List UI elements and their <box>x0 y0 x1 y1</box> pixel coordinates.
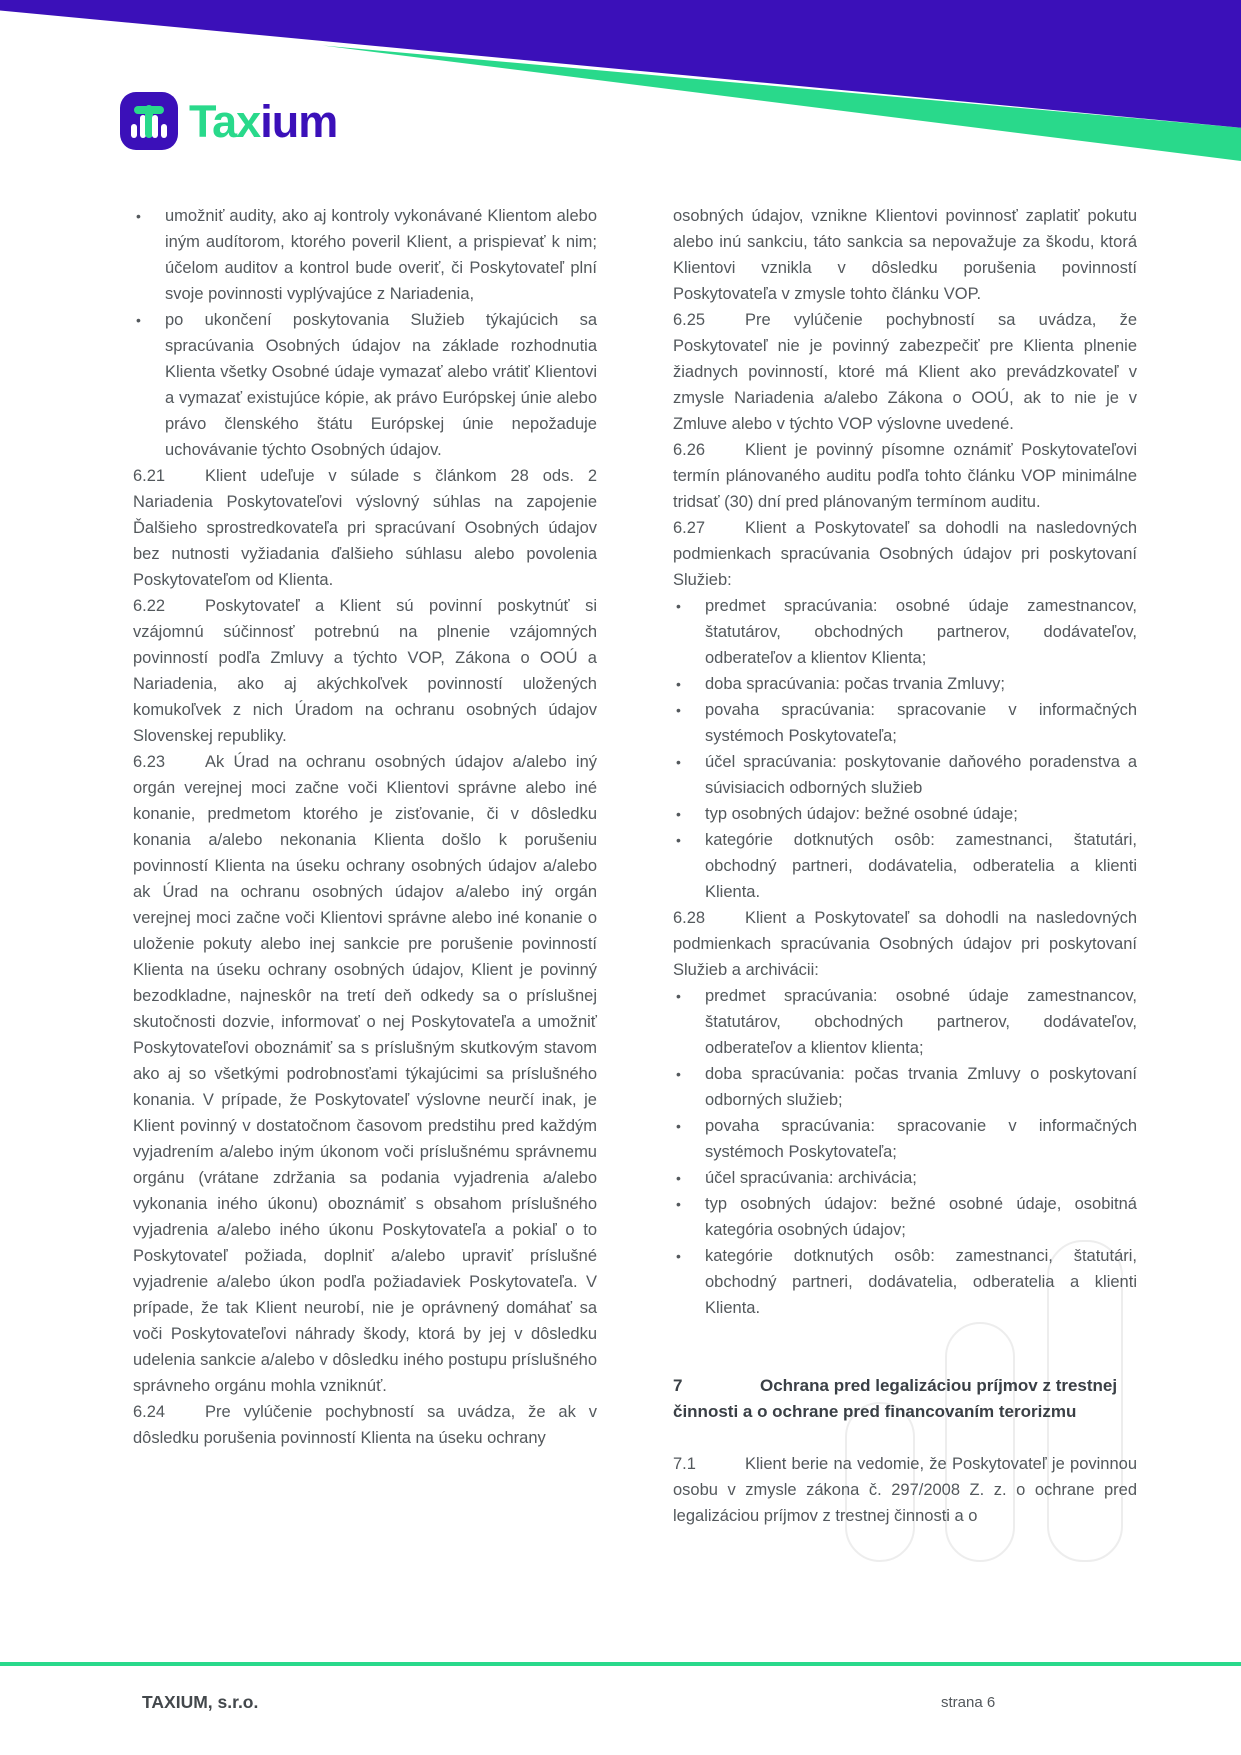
bullet-item <box>673 593 1137 671</box>
clause-text: Klient a Poskytovateľ sa dohodli na nasledovných podmienkach spracúvania Osobných údajov pri poskytovaní Služieb: <box>673 519 1137 589</box>
taxium-logo <box>120 92 337 150</box>
bullet-text: doba spracúvania: počas trvania Zmluvy; <box>705 675 1005 693</box>
bullet-item <box>673 1113 1137 1165</box>
bar-chart-logo-icon <box>120 92 178 150</box>
clause-6-25 <box>673 307 1137 437</box>
right-column <box>673 203 1137 1653</box>
clause-6-27 <box>673 515 1137 593</box>
clause-number: 6.23 <box>133 753 166 771</box>
bullet-text: predmet spracúvania: osobné údaje zamestnancov, štatutárov, obchodných partnerov, dodávateľov, odberateľov a klientov Klienta; <box>705 597 1137 667</box>
clause-number: 6.24 <box>133 1403 166 1421</box>
bullet-item <box>673 827 1137 905</box>
bullet-dot-icon: • <box>676 1196 681 1212</box>
clause-text: Klient a Poskytovateľ sa dohodli na nasledovných podmienkach spracúvania Osobných údajov pri poskytovaní Služieb a archivácii: <box>673 909 1137 979</box>
logo-bar-icon <box>152 115 158 138</box>
bullet-text: kategórie dotknutých osôb: zamestnanci, štatutári, obchodný partneri, dodávatelia, odberatelia a klienti Klienta. <box>705 1247 1137 1317</box>
clause-number: 6.25 <box>673 311 706 329</box>
clause-number: 6.27 <box>673 519 706 537</box>
bullet-item <box>673 697 1137 749</box>
bullet-dot-icon: • <box>676 832 681 848</box>
bullet-dot-icon: • <box>676 988 681 1004</box>
bullet-item <box>673 749 1137 801</box>
bullet-text: povaha spracúvania: spracovanie v informačných systémoch Poskytovateľa; <box>705 1117 1137 1161</box>
document-body <box>133 203 1137 1653</box>
section-7-heading <box>673 1373 1137 1425</box>
bullet-dot-icon: • <box>676 806 681 822</box>
left-column <box>133 203 597 1653</box>
bullet-item <box>673 1165 1137 1191</box>
clause-number: 6.21 <box>133 467 166 485</box>
logo-bar-icon <box>131 124 137 138</box>
bullet-item <box>673 1061 1137 1113</box>
bullet-item <box>133 203 597 307</box>
clause-text: Pre vylúčenie pochybností sa uvádza, že ak v dôsledku porušenia povinností Klienta na úseku ochrany <box>133 1403 597 1447</box>
section-title: Ochrana pred legalizáciou príjmov z trestnej činnosti a o ochrane pred financovaním terorizmu <box>673 1376 1118 1421</box>
clause-6-23 <box>133 749 597 1399</box>
footer-page-number: strana 6 <box>941 1694 996 1711</box>
bullet-dot-icon: • <box>136 208 141 224</box>
bullet-dot-icon: • <box>676 1066 681 1082</box>
clause-6-26 <box>673 437 1137 515</box>
bullet-dot-icon: • <box>676 754 681 770</box>
bullet-dot-icon: • <box>136 312 141 328</box>
clause-text: Poskytovateľ a Klient sú povinní poskytnúť si vzájomnú súčinnosť potrebnú na plnenie vzájomných povinností podľa Zmluvy a týchto VOP, Zákona o OOÚ a Nariadenia, ako aj akýchkoľvek povinností uložených komukoľvek z nich Úradom na ochranu osobných údajov Slovenskej republiky. <box>133 597 597 745</box>
section-number: 7 <box>673 1376 683 1395</box>
bullet-dot-icon: • <box>676 702 681 718</box>
clause-6-24-continuation <box>673 203 1137 307</box>
bullet-item <box>673 983 1137 1061</box>
clause-text: osobných údajov, vznikne Klientovi povinnosť zaplatiť pokutu alebo inú sankciu, táto sankcia sa nepovažuje za škodu, ktorá Klientovi vznikla v dôsledku porušenia povinností Poskytovateľa v zmysle tohto článku VOP. <box>673 207 1137 303</box>
bullet-item <box>673 1191 1137 1243</box>
bullet-text: povaha spracúvania: spracovanie v informačných systémoch Poskytovateľa; <box>705 701 1137 745</box>
bullet-dot-icon: • <box>676 1248 681 1264</box>
wordmark-tax: Tax <box>189 95 261 147</box>
bullet-item <box>673 801 1137 827</box>
bullet-text: predmet spracúvania: osobné údaje zamestnancov, štatutárov, obchodných partnerov, dodávateľov, odberateľov a klientov klienta; <box>705 987 1137 1057</box>
clause-number: 7.1 <box>673 1455 696 1473</box>
bullet-text: umožniť audity, ako aj kontroly vykonávané Klientom alebo iným audítorom, ktorého poveril Klient, a prispievať k nim; účelom auditov a kontrol bude overiť, či Poskytovateľ plní svoje povinnosti vyplývajúce z Nariadenia, <box>165 207 597 303</box>
clause-text: Pre vylúčenie pochybností sa uvádza, že Poskytovateľ nie je povinný zabezpečiť pre Klienta plnenie žiadnych povinností, ktoré má Klient ako prevádzkovateľ v zmysle Nariadenia a/alebo Zákona o OOÚ, ak to nie je v Zmluve alebo v týchto VOP výslovne uvedené. <box>673 311 1137 433</box>
logo-bar-icon <box>161 124 167 138</box>
bullet-dot-icon: • <box>676 598 681 614</box>
clause-text: Klient udeľuje v súlade s článkom 28 ods. 2 Nariadenia Poskytovateľovi výslovný súhlas na zapojenie Ďalšieho sprostredkovateľa pri spracúvaní Osobných údajov bez nutnosti vyžiadania ďalšieho súhlasu alebo povolenia Poskytovateľom od Klienta. <box>133 467 597 589</box>
bullet-dot-icon: • <box>676 676 681 692</box>
clause-6-28 <box>673 905 1137 983</box>
bullet-dot-icon: • <box>676 1170 681 1186</box>
clause-7-1 <box>673 1451 1137 1529</box>
bullet-text: po ukončení poskytovania Služieb týkajúcich sa spracúvania Osobných údajov na základe rozhodnutia Klienta všetky Osobné údaje vymazať alebo vrátiť Klientovi a vymazať existujúce kópie, ak právo Európskej únie alebo právo členského štátu Európskej únie nepožaduje uchovávanie týchto Osobných údajov. <box>165 311 597 459</box>
bullet-text: kategórie dotknutých osôb: zamestnanci, štatutári, obchodný partneri, dodávatelia, odberatelia a klienti Klienta. <box>705 831 1137 901</box>
wordmark-ium: ium <box>260 95 338 147</box>
bullet-text: doba spracúvania: počas trvania Zmluvy o poskytovaní odborných služieb; <box>705 1065 1137 1109</box>
bullet-text: typ osobných údajov: bežné osobné údaje, osobitná kategória osobných údajov; <box>705 1195 1137 1239</box>
logo-t-cap-icon <box>134 106 164 114</box>
clause-number: 6.22 <box>133 597 166 615</box>
bullet-dot-icon: • <box>676 1118 681 1134</box>
bullet-text: typ osobných údajov: bežné osobné údaje; <box>705 805 1018 823</box>
clause-number: 6.26 <box>673 441 706 459</box>
bullet-text: účel spracúvania: poskytovanie daňového poradenstva a súvisiacich odborných služieb <box>705 753 1137 797</box>
footer-company-name: TAXIUM, s.r.o. <box>142 1692 259 1712</box>
clause-6-24 <box>133 1399 597 1451</box>
clause-text: Klient berie na vedomie, že Poskytovateľ je povinnou osobu v zmysle zákona č. 297/2008 Z. z. o ochrane pred legalizáciou príjmov z trestnej činnosti a o <box>673 1455 1137 1525</box>
clause-text: Klient je povinný písomne oznámiť Poskytovateľovi termín plánovaného auditu podľa tohto článku VOP minimálne tridsať (30) dní pred plánovaným termínom auditu. <box>673 441 1137 511</box>
bullet-item <box>673 671 1137 697</box>
clause-6-22 <box>133 593 597 749</box>
clause-text: Ak Úrad na ochranu osobných údajov a/alebo iný orgán verejnej moci začne voči Klientovi správne alebo iné konanie, predmetom ktorého je zisťovanie, či v dôsledku konania a/alebo nekonania Klienta došlo k porušeniu povinností Klienta na úseku ochrany osobných údajov a/alebo ak Úrad na ochranu osobných údajov a/alebo iný orgán verejnej moci začne voči Klientovi správne alebo iné konanie o uloženie pokuty alebo inej sankcie pre porušenie povinností Klienta na úseku ochrany osobných údajov, Klient je povinný bezodkladne, najneskôr na tretí deň odkedy sa o príslušnej skutočnosti dozvie, informovať o nej Poskytovateľa a umožniť Poskytovateľovi oboznámiť sa s príslušným skutkovým stavom ako aj so všetkými podrobnosťami týkajúcimi sa príslušného konania. V prípade, že Poskytovateľ výslovne neurčí inak, je Klient povinný v dostatočnom časovom predstihu pred každým vyjadrením a/alebo iným úkonom voči príslušnému správnemu orgánu (vrátane zdržania sa podania vyjadrenia a/alebo vykonania iného úkonu) oboznámiť s obsahom príslušného vyjadrenia a/alebo iného úkonu Poskytovateľa a pokiaľ o to Poskytovateľ požiada, doplniť a/alebo upraviť príslušné vyjadrenie a/alebo úkon podľa požiadaviek Poskytovateľa. V prípade, že tak Klient neurobí, nie je oprávnený domáhať sa voči Poskytovateľovi náhrady škody, ktorá by jej v dôsledku udelenia sankcie a/alebo v dôsledku iného postupu príslušného správneho orgánu mohla vzniknúť. <box>133 753 597 1395</box>
bullet-item <box>133 307 597 463</box>
clause-number: 6.28 <box>673 909 706 927</box>
clause-6-21 <box>133 463 597 593</box>
taxium-wordmark <box>189 95 338 147</box>
bullet-item <box>673 1243 1137 1321</box>
bullet-text: účel spracúvania: archivácia; <box>705 1169 917 1187</box>
footer-divider <box>0 1662 1241 1666</box>
